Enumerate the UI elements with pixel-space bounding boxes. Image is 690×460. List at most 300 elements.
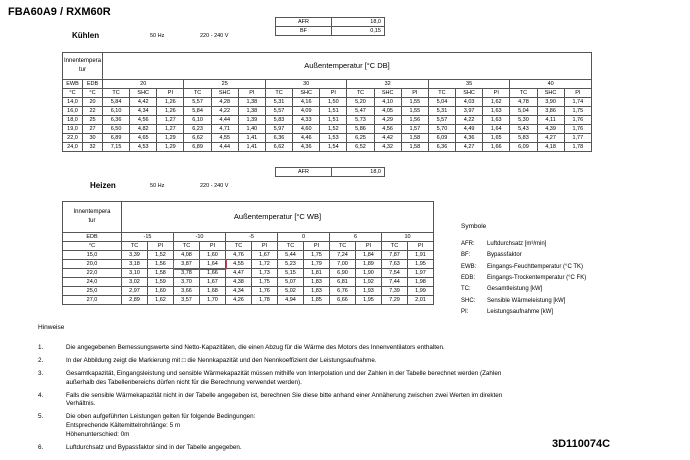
table-cell: 4,22 bbox=[456, 116, 483, 125]
table-cell: 4,28 bbox=[211, 98, 238, 107]
table-cell: 4,44 bbox=[211, 143, 238, 152]
table-cell: 1,62 bbox=[148, 296, 174, 305]
cooling-outdoor-temp: 35 bbox=[428, 80, 509, 89]
note-number: 3. bbox=[38, 370, 44, 377]
cooling-col-header: TC bbox=[347, 89, 374, 98]
cooling-col-header: TC bbox=[103, 89, 130, 98]
table-cell: 5,30 bbox=[510, 116, 537, 125]
symbol-key: TC: bbox=[461, 286, 471, 293]
table-cell: 1,74 bbox=[564, 98, 591, 107]
table-cell: 3,90 bbox=[537, 98, 564, 107]
symbol-item bbox=[461, 241, 681, 251]
symbol-item bbox=[461, 264, 681, 274]
table-cell: 18,0 bbox=[63, 116, 83, 125]
table-cell: 7,54 bbox=[382, 269, 408, 278]
heating-afr-table bbox=[275, 167, 385, 177]
table-cell: 1,75 bbox=[252, 278, 278, 287]
table-cell: 4,53 bbox=[130, 143, 157, 152]
table-cell: 6,10 bbox=[103, 107, 130, 116]
table-cell: 3,02 bbox=[122, 278, 148, 287]
symbol-key: EDB: bbox=[461, 274, 476, 281]
table-cell: 4,44 bbox=[211, 116, 238, 125]
table-cell: 1,41 bbox=[238, 143, 265, 152]
table-cell: 7,24 bbox=[330, 251, 356, 260]
table-cell: 1,58 bbox=[148, 269, 174, 278]
table-cell: 4,47 bbox=[226, 269, 252, 278]
table-cell: 4,60 bbox=[293, 125, 320, 134]
note-number: 5. bbox=[38, 413, 44, 421]
symbol-description: Leistungsaufnahme [kW] bbox=[487, 308, 554, 315]
table-cell: 6,09 bbox=[428, 134, 455, 143]
heating-col-header: PI bbox=[304, 242, 330, 251]
table-cell: 1,58 bbox=[401, 134, 428, 143]
note-text: Höhenunterschied: 0m bbox=[66, 430, 130, 438]
table-cell: 6,90 bbox=[330, 269, 356, 278]
symbol-key: SHC: bbox=[461, 297, 476, 304]
table-cell: 6,10 bbox=[184, 116, 211, 125]
table-cell: 1,98 bbox=[408, 278, 434, 287]
table-cell: 1,95 bbox=[408, 260, 434, 269]
table-cell: 4,55 bbox=[211, 134, 238, 143]
table-cell: 1,40 bbox=[238, 125, 265, 134]
table-cell: 5,57 bbox=[184, 98, 211, 107]
symbol-key: BF: bbox=[461, 252, 471, 259]
table-row bbox=[63, 296, 434, 305]
symbol-item bbox=[461, 252, 681, 262]
heating-col-header: TC bbox=[278, 242, 304, 251]
cooling-col-header: PI bbox=[401, 89, 428, 98]
table-cell: 1,52 bbox=[148, 251, 174, 260]
table-cell: 4,78 bbox=[510, 98, 537, 107]
table-row bbox=[63, 143, 592, 152]
model-title: FBA60A9 / RXM60R bbox=[8, 6, 111, 18]
cooling-col-header: TC bbox=[184, 89, 211, 98]
table-cell: 6,23 bbox=[184, 125, 211, 134]
table-cell: 4,18 bbox=[537, 143, 564, 152]
table-cell: 1,78 bbox=[564, 143, 591, 152]
table-cell: 6,89 bbox=[103, 134, 130, 143]
table-cell: 1,70 bbox=[200, 296, 226, 305]
table-cell: 1,50 bbox=[320, 98, 347, 107]
table-cell: 7,63 bbox=[382, 260, 408, 269]
afr-label: AFR bbox=[276, 18, 332, 27]
table-row bbox=[63, 269, 434, 278]
cooling-col-header: SHC bbox=[456, 89, 483, 98]
table-cell: 1,99 bbox=[408, 287, 434, 296]
table-cell: 4,76 bbox=[226, 251, 252, 260]
table-cell: 5,31 bbox=[265, 98, 292, 107]
table-cell: 6,81 bbox=[330, 278, 356, 287]
table-cell: 1,39 bbox=[238, 116, 265, 125]
table-cell: 1,84 bbox=[356, 251, 382, 260]
table-cell: 22 bbox=[83, 107, 103, 116]
table-cell: 2,97 bbox=[122, 287, 148, 296]
heating-col-header: TC bbox=[226, 242, 252, 251]
table-cell: 1,27 bbox=[157, 116, 184, 125]
table-cell: 1,29 bbox=[157, 143, 184, 152]
table-cell: 5,70 bbox=[428, 125, 455, 134]
table-cell: 4,27 bbox=[456, 143, 483, 152]
cooling-outdoor-temp: 30 bbox=[265, 80, 346, 89]
table-row bbox=[63, 125, 592, 134]
table-cell: 25,0 bbox=[63, 287, 122, 296]
symbol-item bbox=[461, 298, 681, 308]
table-cell: 1,76 bbox=[252, 287, 278, 296]
heating-frequency: 50 Hz bbox=[150, 183, 165, 189]
table-cell: 3,70 bbox=[174, 278, 200, 287]
table-cell: 24,0 bbox=[63, 143, 83, 152]
table-cell: 3,39 bbox=[122, 251, 148, 260]
table-cell: 4,71 bbox=[211, 125, 238, 134]
table-cell: 4,65 bbox=[130, 134, 157, 143]
table-cell: 6,52 bbox=[347, 143, 374, 152]
table-cell: 4,09 bbox=[293, 107, 320, 116]
table-cell: 1,56 bbox=[401, 116, 428, 125]
table-cell: 1,60 bbox=[148, 287, 174, 296]
table-cell: 5,57 bbox=[265, 107, 292, 116]
table-cell: 6,66 bbox=[330, 296, 356, 305]
cooling-col-header: SHC bbox=[537, 89, 564, 98]
table-cell: 1,26 bbox=[157, 98, 184, 107]
table-cell: 19,0 bbox=[63, 125, 83, 134]
table-cell: 20 bbox=[83, 98, 103, 107]
heating-col-header: PI bbox=[252, 242, 278, 251]
table-cell: 27 bbox=[83, 125, 103, 134]
bf-label: BF bbox=[276, 27, 332, 36]
notes-title: Hinweise bbox=[38, 324, 65, 331]
table-cell: 4,29 bbox=[374, 116, 401, 125]
heating-afr-value: 18,0 bbox=[332, 168, 385, 177]
heating-col-header: PI bbox=[148, 242, 174, 251]
table-cell: 1,27 bbox=[157, 125, 184, 134]
table-cell: 1,81 bbox=[304, 269, 330, 278]
table-cell: 3,18 bbox=[122, 260, 148, 269]
heating-col-header: TC bbox=[330, 242, 356, 251]
table-cell: 4,16 bbox=[293, 98, 320, 107]
table-cell: 7,39 bbox=[382, 287, 408, 296]
table-cell: 1,93 bbox=[356, 287, 382, 296]
note-text: In der Abbildung zeigt die Markierung mit □ die Nennkapazität und den Nennkoeffizient der Leistungsaufnahme. bbox=[66, 357, 377, 364]
cooling-outdoor-temp: 25 bbox=[184, 80, 265, 89]
table-row bbox=[63, 134, 592, 143]
table-cell: 1,83 bbox=[304, 287, 330, 296]
table-cell: 4,26 bbox=[226, 296, 252, 305]
note-number: 4. bbox=[38, 391, 44, 399]
table-cell: 3,87 bbox=[174, 260, 200, 269]
cooling-voltage: 220 - 240 V bbox=[200, 33, 229, 39]
symbol-key: PI: bbox=[461, 308, 469, 315]
cooling-unit-ewb: °C bbox=[63, 89, 83, 98]
table-cell: 7,00 bbox=[330, 260, 356, 269]
table-cell: 3,57 bbox=[174, 296, 200, 305]
cooling-col-header: SHC bbox=[211, 89, 238, 98]
table-row bbox=[63, 260, 434, 269]
table-cell: 4,56 bbox=[374, 125, 401, 134]
cooling-ewb-header: EWB bbox=[63, 80, 83, 89]
table-cell: 3,86 bbox=[537, 107, 564, 116]
table-cell: 1,67 bbox=[252, 251, 278, 260]
symbol-description: Eingangs-Feuchttemperatur (°C TK) bbox=[487, 263, 583, 270]
note-text: Die angegebenen Bemessungswerte sind Netto-Kapazitäten, die einen Abzug für die Wärme des Motors des Innenventilators enthalten. bbox=[66, 344, 445, 351]
table-cell: 1,63 bbox=[483, 107, 510, 116]
table-cell: 5,44 bbox=[278, 251, 304, 260]
table-cell: 1,53 bbox=[320, 134, 347, 143]
table-cell: 1,97 bbox=[408, 269, 434, 278]
table-cell: 4,10 bbox=[374, 98, 401, 107]
table-cell: 22,0 bbox=[63, 269, 122, 278]
table-cell: 6,62 bbox=[184, 134, 211, 143]
heating-col-header: TC bbox=[382, 242, 408, 251]
cooling-outdoor-label: Außentemperatur [°C DB] bbox=[103, 53, 592, 80]
table-cell: 5,97 bbox=[265, 125, 292, 134]
table-cell: 4,03 bbox=[456, 98, 483, 107]
table-cell: 4,27 bbox=[537, 134, 564, 143]
table-cell: 1,29 bbox=[157, 134, 184, 143]
table-cell: 1,83 bbox=[304, 278, 330, 287]
table-cell: 5,07 bbox=[278, 278, 304, 287]
table-cell: 1,90 bbox=[356, 269, 382, 278]
table-cell: 1,64 bbox=[200, 260, 226, 269]
note-number: 2. bbox=[38, 357, 44, 364]
note-text: Die oben aufgeführten Leistungen gelten für folgende Bedingungen: bbox=[66, 413, 256, 421]
heating-title: Heizen bbox=[90, 181, 116, 190]
table-cell: 1,65 bbox=[483, 134, 510, 143]
table-cell: 4,34 bbox=[130, 107, 157, 116]
table-cell: 4,94 bbox=[278, 296, 304, 305]
table-cell: 7,87 bbox=[382, 251, 408, 260]
table-cell: 6,89 bbox=[184, 143, 211, 152]
table-cell: 1,72 bbox=[252, 260, 278, 269]
cooling-col-header: TC bbox=[428, 89, 455, 98]
table-cell: 30 bbox=[83, 134, 103, 143]
heating-voltage: 220 - 240 V bbox=[200, 183, 229, 189]
table-cell: 6,09 bbox=[510, 143, 537, 152]
document-code: 3D110074C bbox=[552, 438, 611, 450]
table-row bbox=[63, 116, 592, 125]
table-cell: 6,36 bbox=[265, 134, 292, 143]
table-cell: 5,83 bbox=[265, 116, 292, 125]
heating-outdoor-temp: -15 bbox=[122, 233, 174, 242]
table-cell: 7,29 bbox=[382, 296, 408, 305]
table-cell: 24,0 bbox=[63, 278, 122, 287]
table-cell: 2,01 bbox=[408, 296, 434, 305]
table-cell: 4,46 bbox=[293, 134, 320, 143]
table-cell: 25 bbox=[83, 116, 103, 125]
table-cell: 4,34 bbox=[226, 287, 252, 296]
table-cell: 5,04 bbox=[510, 107, 537, 116]
symbol-item bbox=[461, 275, 681, 285]
heating-edb-header: EDB bbox=[63, 233, 122, 242]
symbol-key: AFR: bbox=[461, 241, 475, 247]
table-cell: 5,02 bbox=[278, 287, 304, 296]
heating-outdoor-temp: -5 bbox=[226, 233, 278, 242]
table-cell: 1,41 bbox=[238, 134, 265, 143]
table-cell: 1,66 bbox=[200, 269, 226, 278]
table-row bbox=[63, 107, 592, 116]
cooling-col-header: PI bbox=[320, 89, 347, 98]
table-cell: 4,33 bbox=[293, 116, 320, 125]
heating-col-header: PI bbox=[200, 242, 226, 251]
table-cell: 5,57 bbox=[428, 116, 455, 125]
note-text: Luftdurchsatz und Bypassfaktor sind in der Tabelle angegeben. bbox=[66, 443, 242, 451]
table-cell: 1,67 bbox=[200, 278, 226, 287]
table-cell: 1,76 bbox=[564, 125, 591, 134]
heating-col-header: PI bbox=[408, 242, 434, 251]
table-cell: 4,38 bbox=[226, 278, 252, 287]
table-cell: 32 bbox=[83, 143, 103, 152]
rated-capacity-marker bbox=[173, 259, 227, 270]
cooling-col-header: PI bbox=[564, 89, 591, 98]
notes-list bbox=[38, 344, 638, 454]
symbol-description: Gesamtleistung [kW] bbox=[487, 286, 543, 293]
table-cell: 1,66 bbox=[483, 143, 510, 152]
table-cell: 1,78 bbox=[252, 296, 278, 305]
heating-unit: °C bbox=[63, 242, 122, 251]
heating-outdoor-temp: -10 bbox=[174, 233, 226, 242]
afr-value: 18,0 bbox=[332, 18, 385, 27]
cooling-col-header: PI bbox=[157, 89, 184, 98]
table-cell: 6,25 bbox=[347, 134, 374, 143]
table-row bbox=[63, 98, 592, 107]
table-cell: 1,68 bbox=[200, 287, 226, 296]
symbol-description: Eingangs-Trockentemperatur (°C FK) bbox=[487, 274, 587, 281]
heating-outdoor-temp: 10 bbox=[382, 233, 434, 242]
cooling-unit-edb: °C bbox=[83, 89, 103, 98]
table-cell: 4,36 bbox=[293, 143, 320, 152]
table-cell: 5,84 bbox=[103, 98, 130, 107]
table-cell: 5,31 bbox=[428, 107, 455, 116]
table-cell: 1,73 bbox=[252, 269, 278, 278]
table-cell: 5,23 bbox=[278, 260, 304, 269]
table-cell: 6,36 bbox=[103, 116, 130, 125]
table-cell: 1,75 bbox=[304, 251, 330, 260]
heating-indoor-label: Innentempera tur bbox=[63, 202, 122, 233]
table-cell: 1,77 bbox=[564, 134, 591, 143]
table-cell: 3,10 bbox=[122, 269, 148, 278]
cooling-col-header: SHC bbox=[293, 89, 320, 98]
table-cell: 3,78 bbox=[174, 269, 200, 278]
cooling-col-header: TC bbox=[510, 89, 537, 98]
table-cell: 4,49 bbox=[456, 125, 483, 134]
table-cell: 1,57 bbox=[401, 125, 428, 134]
table-cell: 1,38 bbox=[238, 98, 265, 107]
table-row bbox=[63, 278, 434, 287]
table-row bbox=[63, 251, 434, 260]
symbol-description: Bypassfaktor bbox=[487, 252, 522, 259]
table-cell: 14,0 bbox=[63, 98, 83, 107]
table-cell: 1,55 bbox=[401, 107, 428, 116]
table-cell: 1,58 bbox=[401, 143, 428, 152]
table-cell: 6,62 bbox=[265, 143, 292, 152]
table-cell: 5,15 bbox=[278, 269, 304, 278]
cooling-col-header: TC bbox=[265, 89, 292, 98]
table-cell: 1,64 bbox=[483, 125, 510, 134]
symbol-key: EWB: bbox=[461, 263, 477, 270]
table-cell: 4,39 bbox=[537, 125, 564, 134]
table-cell: 1,52 bbox=[320, 125, 347, 134]
cooling-col-header: PI bbox=[238, 89, 265, 98]
table-row bbox=[63, 287, 434, 296]
table-cell: 1,54 bbox=[320, 143, 347, 152]
heating-outdoor-label: Außentemperatur [°C WB] bbox=[122, 202, 434, 233]
table-cell: 1,56 bbox=[148, 260, 174, 269]
table-cell: 20,0 bbox=[63, 260, 122, 269]
table-cell: 4,82 bbox=[130, 125, 157, 134]
table-cell: 1,85 bbox=[304, 296, 330, 305]
table-cell: 3,66 bbox=[174, 287, 200, 296]
cooling-indoor-label: Innentempera tur bbox=[63, 53, 103, 80]
note-number: 1. bbox=[38, 344, 44, 351]
note-text: Verhältnis. bbox=[66, 400, 96, 408]
table-cell: 3,97 bbox=[456, 107, 483, 116]
note-text: Gesamtkapazität, Eingangsleistung und sensible Wärmekapazität müssen mithilfe von Interpolation und der Zahlen in der Tabelle berechnet werden (Zahlen bbox=[66, 370, 502, 377]
cooling-col-header: PI bbox=[483, 89, 510, 98]
table-cell: 5,04 bbox=[428, 98, 455, 107]
table-cell: 5,84 bbox=[184, 107, 211, 116]
table-cell: 1,26 bbox=[157, 107, 184, 116]
table-cell: 1,51 bbox=[320, 116, 347, 125]
table-cell: 1,89 bbox=[356, 260, 382, 269]
table-cell: 4,55 bbox=[226, 260, 252, 269]
heating-table bbox=[62, 201, 434, 305]
table-cell: 4,56 bbox=[130, 116, 157, 125]
heating-col-header: PI bbox=[356, 242, 382, 251]
table-cell: 5,73 bbox=[347, 116, 374, 125]
symbols-title: Symbole bbox=[461, 223, 487, 230]
table-cell: 5,47 bbox=[347, 107, 374, 116]
symbol-description: Luftdurchsatz [m³/min] bbox=[487, 241, 547, 247]
table-cell: 1,55 bbox=[401, 98, 428, 107]
table-cell: 4,42 bbox=[374, 134, 401, 143]
cooling-title: Kühlen bbox=[72, 31, 100, 40]
table-cell: 4,05 bbox=[374, 107, 401, 116]
note-text: Falls die sensible Wärmekapazität nicht in der Tabelle angegeben ist, berechnen Sie diese bitte anhand einer Annäherung zwischen zwei Werten im direkten bbox=[66, 391, 503, 399]
table-cell: 6,36 bbox=[428, 143, 455, 152]
table-cell: 1,91 bbox=[408, 251, 434, 260]
table-cell: 1,63 bbox=[483, 116, 510, 125]
cooling-table bbox=[62, 52, 592, 152]
cooling-col-header: SHC bbox=[374, 89, 401, 98]
table-cell: 1,76 bbox=[564, 116, 591, 125]
table-cell: 15,0 bbox=[63, 251, 122, 260]
table-cell: 5,86 bbox=[347, 125, 374, 134]
table-cell: 27,0 bbox=[63, 296, 122, 305]
cooling-frequency: 50 Hz bbox=[150, 33, 165, 39]
table-cell: 6,76 bbox=[330, 287, 356, 296]
cooling-outdoor-temp: 40 bbox=[510, 80, 592, 89]
cooling-col-header: SHC bbox=[130, 89, 157, 98]
table-cell: 7,15 bbox=[103, 143, 130, 152]
table-cell: 1,75 bbox=[564, 107, 591, 116]
table-cell: 22,0 bbox=[63, 134, 83, 143]
table-cell: 5,83 bbox=[510, 134, 537, 143]
table-cell: 5,43 bbox=[510, 125, 537, 134]
cooling-afr-bf-table bbox=[275, 17, 385, 36]
table-cell: 1,59 bbox=[148, 278, 174, 287]
table-cell: 1,62 bbox=[483, 98, 510, 107]
table-cell: 1,92 bbox=[356, 278, 382, 287]
heating-col-header: TC bbox=[122, 242, 148, 251]
symbol-item bbox=[461, 286, 681, 296]
heating-outdoor-temp: 6 bbox=[330, 233, 382, 242]
table-cell: 4,32 bbox=[374, 143, 401, 152]
table-cell: 2,89 bbox=[122, 296, 148, 305]
symbol-description: Sensible Wärmeleistung [kW] bbox=[487, 297, 566, 304]
table-cell: 5,20 bbox=[347, 98, 374, 107]
table-cell: 1,95 bbox=[356, 296, 382, 305]
note-text: Entsprechende Kältemittelrohrlänge: 5 m bbox=[66, 422, 181, 430]
table-cell: 1,38 bbox=[238, 107, 265, 116]
